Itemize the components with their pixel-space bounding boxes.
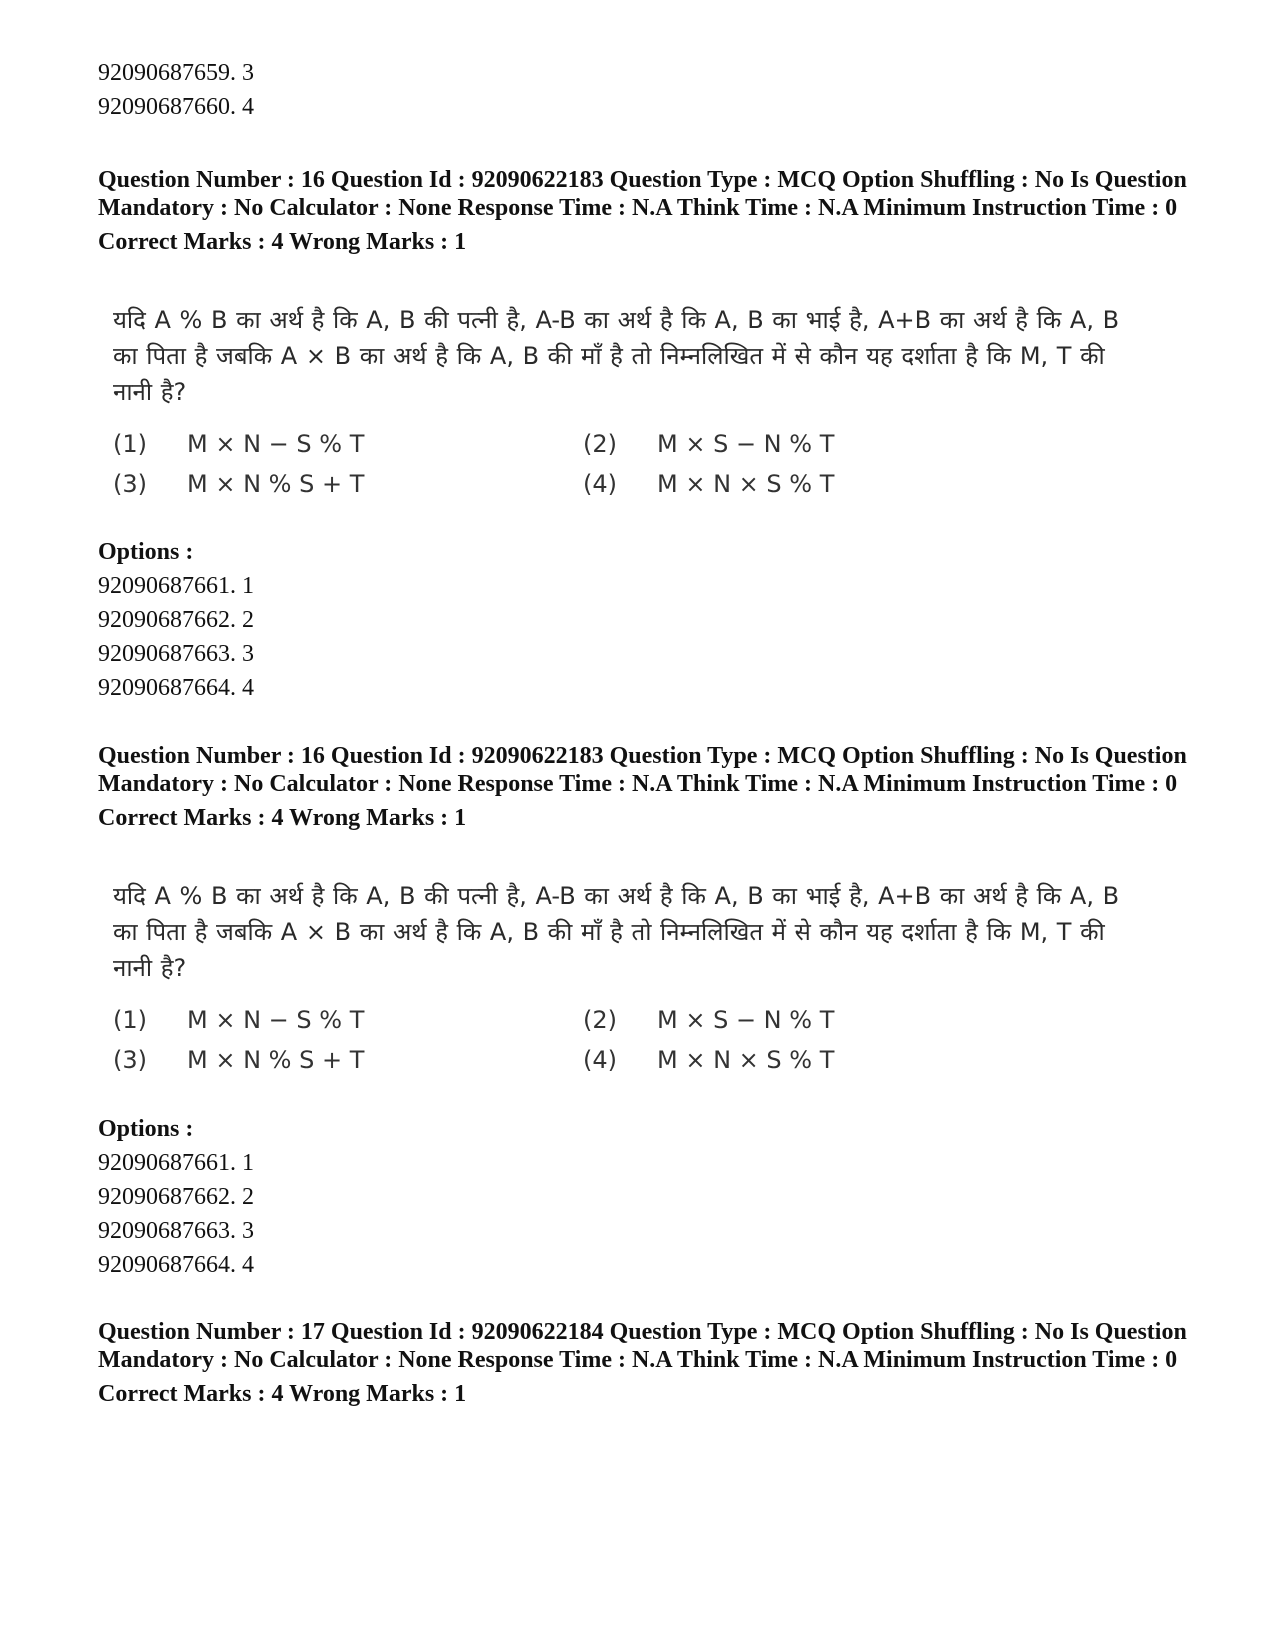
choice-expression: M × N − S % T (187, 430, 365, 458)
question-text: यदि A % B का अर्थ है कि A, B की पत्नी है, A-B का अर्थ है कि A, B का भाई है, A+B का अर्थ है कि A, B का पिता है जबकि A × B का अर्थ है कि A, B की माँ है तो निम्नलिखित में से कौन यह दर्शाता है कि M, T की नानी है? (113, 306, 1120, 406)
choice-expression: M × S − N % T (657, 1006, 835, 1034)
choice-number: (3) (113, 470, 147, 498)
choice-expression: M × N % S + T (187, 1046, 365, 1074)
option-line: 92090687664. 4 (98, 675, 254, 701)
choice-item (583, 1006, 1053, 1034)
previous-options (98, 56, 1188, 124)
choice-item (113, 430, 583, 458)
question-content (113, 302, 1143, 498)
choice-grid (113, 1006, 1143, 1074)
question-header (98, 742, 1188, 832)
choice-expression: M × N − S % T (187, 1006, 365, 1034)
option-line: 92090687661. 1 (98, 573, 254, 599)
choice-item (113, 470, 583, 498)
choice-number: (1) (113, 430, 147, 458)
option-line: 92090687664. 4 (98, 1252, 254, 1278)
choice-number: (4) (583, 1046, 617, 1074)
option-line: 92090687661. 1 (98, 1150, 254, 1176)
options-list (98, 535, 1188, 705)
question-header (98, 166, 1188, 256)
question-marks: Correct Marks : 4 Wrong Marks : 1 (98, 229, 467, 255)
question-header (98, 1318, 1188, 1408)
choice-grid (113, 430, 1143, 498)
choice-expression: M × S − N % T (657, 430, 835, 458)
question-meta: Question Number : 16 Question Id : 92090622183 Question Type : MCQ Option Shuffling : No Is Question Mandatory : No Calculator : None Response Time : N.A Think Time : N.A Minimum Instruction Time : 0 (98, 167, 1187, 221)
choice-number: (4) (583, 470, 617, 498)
choice-number: (3) (113, 1046, 147, 1074)
options-label: Options : (98, 1116, 194, 1142)
choice-number: (2) (583, 1006, 617, 1034)
option-line: 92090687660. 4 (98, 94, 254, 120)
option-line: 92090687662. 2 (98, 1184, 254, 1210)
question-marks: Correct Marks : 4 Wrong Marks : 1 (98, 805, 467, 831)
choice-number: (1) (113, 1006, 147, 1034)
choice-item (113, 1006, 583, 1034)
choice-expression: M × N × S % T (657, 1046, 835, 1074)
question-content (113, 878, 1143, 1074)
option-line: 92090687663. 3 (98, 1218, 254, 1244)
choice-item (583, 1046, 1053, 1074)
question-meta: Question Number : 17 Question Id : 92090622184 Question Type : MCQ Option Shuffling : No Is Question Mandatory : No Calculator : None Response Time : N.A Think Time : N.A Minimum Instruction Time : 0 (98, 1319, 1187, 1373)
option-line: 92090687662. 2 (98, 607, 254, 633)
question-text: यदि A % B का अर्थ है कि A, B की पत्नी है, A-B का अर्थ है कि A, B का भाई है, A+B का अर्थ है कि A, B का पिता है जबकि A × B का अर्थ है कि A, B की माँ है तो निम्नलिखित में से कौन यह दर्शाता है कि M, T की नानी है? (113, 882, 1120, 982)
question-marks: Correct Marks : 4 Wrong Marks : 1 (98, 1381, 467, 1407)
choice-number: (2) (583, 430, 617, 458)
options-label: Options : (98, 539, 194, 565)
choice-item (583, 470, 1053, 498)
choice-item (583, 430, 1053, 458)
options-list (98, 1112, 1188, 1282)
option-line: 92090687659. 3 (98, 60, 254, 86)
question-meta: Question Number : 16 Question Id : 92090622183 Question Type : MCQ Option Shuffling : No Is Question Mandatory : No Calculator : None Response Time : N.A Think Time : N.A Minimum Instruction Time : 0 (98, 743, 1187, 797)
choice-expression: M × N × S % T (657, 470, 835, 498)
choice-item (113, 1046, 583, 1074)
option-line: 92090687663. 3 (98, 641, 254, 667)
choice-expression: M × N % S + T (187, 470, 365, 498)
